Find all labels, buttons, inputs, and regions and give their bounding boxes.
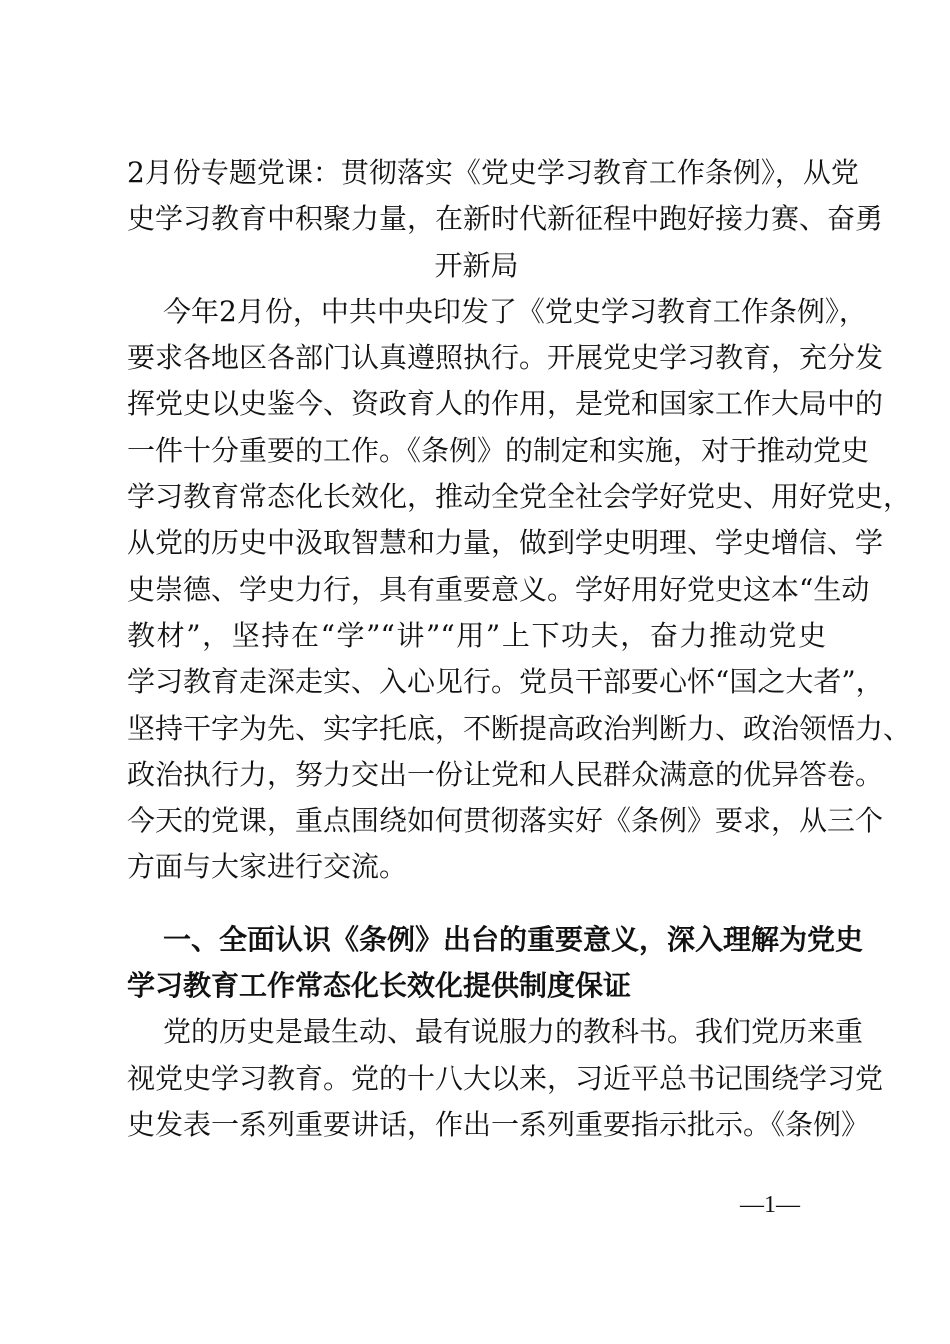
document-title [127,150,884,289]
paragraph-line: 史发表一系列重要讲话，作出一系列重要指示批示。《条例》 [127,1107,870,1141]
paragraph-line: 方面与大家进行交流。 [127,850,408,884]
paragraph-line: 教材”，坚持在“学”“讲”“用”上下功夫，奋力推动党史 [127,618,826,652]
paragraph-line: 学习教育常态化长效化，推动全党全社会学好党史、用好党史， [127,480,912,514]
document-page [127,150,912,1148]
paragraph-line: 视党史学习教育。党的十八大以来，习近平总书记围绕学习党 [127,1061,884,1095]
title-line: 史学习教育中积聚力量，在新时代新征程中跑好接力赛、奋勇 [127,202,884,236]
paragraph-line: 政治执行力，努力交出一份让党和人民群众满意的优异答卷。 [127,757,884,791]
paragraph-gap [127,891,826,917]
paragraph-line: 挥党史以史鉴今、资政育人的作用，是党和国家工作大局中的 [127,387,884,421]
title-line: 开新局 [434,248,519,282]
intro-paragraph [127,289,912,891]
heading-line: 一、全面认识《条例》出台的重要意义，深入理解为党史 [163,922,864,956]
heading-line: 学习教育工作常态化长效化提供制度保证 [127,969,632,1003]
page-number: —1— [740,1192,800,1218]
paragraph-line: 从党的历史中汲取智慧和力量，做到学史明理、学史增信、学 [127,526,884,560]
paragraph-line: 今年2月份，中共中央印发了《党史学习教育工作条例》， [163,294,867,328]
section-heading [127,917,864,1010]
paragraph-line: 坚持干字为先、实字托底，不断提高政治判断力、政治领悟力、 [127,711,912,745]
title-line: 2月份专题党课：贯彻落实《党史学习教育工作条例》，从党 [127,156,859,189]
paragraph-line: 学习教育走深走实、入心见行。党员干部要心怀“国之大者”， [127,665,884,699]
paragraph-line: 史崇德、学史力行，具有重要意义。学好用好党史这本“生动 [127,572,870,606]
paragraph-line: 党的历史是最生动、最有说服力的教科书。我们党历来重 [163,1015,864,1049]
paragraph-line: 今天的党课，重点围绕如何贯彻落实好《条例》要求，从三个 [127,804,884,838]
section-paragraph [127,1009,884,1148]
paragraph-line: 一件十分重要的工作。《条例》的制定和实施，对于推动党史 [127,433,870,467]
paragraph-line: 要求各地区各部门认真遵照执行。开展党史学习教育，充分发 [127,341,884,375]
